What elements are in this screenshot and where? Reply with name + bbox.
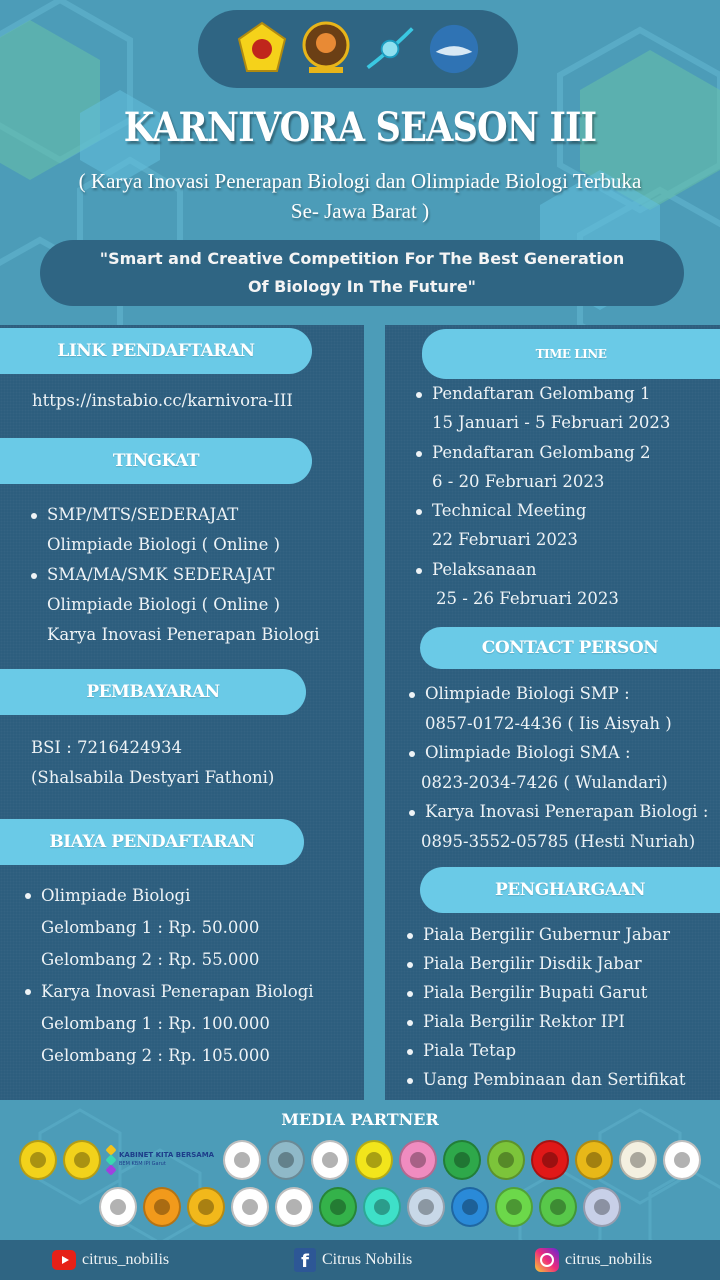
facebook-link[interactable] <box>294 1248 412 1272</box>
level-name: SMA/MA/SMK SEDERAJAT <box>47 565 275 584</box>
media-partner-logos-row-1 <box>0 1140 720 1180</box>
timeline-item <box>412 379 670 438</box>
kabinet-kita-bersama-logo <box>107 1140 217 1180</box>
timeline-item <box>412 555 670 614</box>
tingkat-list <box>27 500 320 650</box>
event-subtitle <box>30 166 690 226</box>
timeline-heading: TIME LINE <box>422 329 720 379</box>
emblem-icon <box>630 1152 646 1168</box>
instagram-link[interactable] <box>535 1248 652 1272</box>
emblem-icon <box>322 1152 338 1168</box>
emblem-icon <box>278 1152 294 1168</box>
fee-wave-1: Gelombang 1 : Rp. 50.000 <box>41 918 260 937</box>
fee-wave-1: Gelombang 1 : Rp. 100.000 <box>41 1014 270 1033</box>
fee-item <box>21 880 314 976</box>
emblem-icon <box>234 1152 250 1168</box>
left-info-panel <box>0 325 364 1100</box>
youtube-handle: citrus_nobilis <box>82 1251 170 1268</box>
fee-wave-2: Gelombang 2 : Rp. 105.000 <box>41 1046 270 1065</box>
contact-person-heading: CONTACT PERSON <box>420 627 720 669</box>
registration-link[interactable]: https://instabio.cc/karnivora-III <box>32 391 293 410</box>
bank-account: BSI : 7216424934 <box>31 738 182 757</box>
subtitle-line-1: ( Karya Inovasi Penerapan Biologi dan Olimpiade Biologi Terbuka <box>78 169 642 193</box>
media-partner-logo <box>99 1187 137 1227</box>
instagram-handle: citrus_nobilis <box>565 1251 653 1268</box>
media-partner-logo <box>267 1140 305 1180</box>
media-partner-logo <box>363 1187 401 1227</box>
emblem-icon <box>154 1199 170 1215</box>
emblem-icon <box>594 1199 610 1215</box>
account-holder: (Shalsabila Destyari Fathoni) <box>31 768 275 787</box>
media-partner-logos-row-2 <box>0 1187 720 1227</box>
contact-label: Olimpiade Biologi SMA : <box>425 743 631 762</box>
fee-wave-2: Gelombang 2 : Rp. 55.000 <box>41 950 260 969</box>
emblem-icon <box>286 1199 302 1215</box>
timeline-item <box>412 496 670 555</box>
timeline-date: 6 - 20 Februari 2023 <box>432 471 605 491</box>
media-partner-logo <box>63 1140 101 1180</box>
tagline-banner <box>40 240 684 306</box>
logo-bar <box>198 10 518 88</box>
media-partner-heading: MEDIA PARTNER <box>281 1110 439 1129</box>
youtube-icon <box>52 1250 76 1270</box>
pembayaran-heading: PEMBAYARAN <box>0 669 306 715</box>
emblem-icon <box>242 1199 258 1215</box>
facebook-icon: f <box>294 1248 316 1272</box>
emblem-icon <box>374 1199 390 1215</box>
level-name: SMP/MTS/SEDERAJAT <box>47 505 239 524</box>
kabinet-mark-icon <box>107 1146 115 1174</box>
kabinet-label: KABINET KITA BERSAMA BEM KBM IPI Garut <box>119 1151 215 1167</box>
timeline-event: Pelaksanaan <box>432 559 537 579</box>
media-partner-logo <box>187 1187 225 1227</box>
award-item: Piala Bergilir Gubernur Jabar <box>403 920 686 949</box>
emblem-icon <box>542 1152 558 1168</box>
instagram-icon <box>535 1248 559 1272</box>
timeline-event: Technical Meeting <box>432 501 587 521</box>
media-partner-logo <box>231 1187 269 1227</box>
media-partner-logo <box>583 1187 621 1227</box>
media-partner-logo <box>355 1140 393 1180</box>
event-title: KARNIVORA SEASON III <box>123 104 597 151</box>
link-pendaftaran-heading: LINK PENDAFTARAN <box>0 328 312 374</box>
media-partner-logo <box>487 1140 525 1180</box>
social-footer <box>0 1240 720 1280</box>
emblem-icon <box>330 1199 346 1215</box>
fee-item <box>21 976 314 1072</box>
biaya-pendaftaran-heading: BIAYA PENDAFTARAN <box>0 819 304 865</box>
media-partner-logo <box>319 1187 357 1227</box>
emblem-icon <box>410 1152 426 1168</box>
media-partner-logo <box>539 1187 577 1227</box>
fee-competition: Karya Inovasi Penerapan Biologi <box>41 982 314 1001</box>
timeline-date: 15 Januari - 5 Februari 2023 <box>432 413 671 433</box>
awards-list <box>403 920 686 1094</box>
media-partner-logo <box>275 1187 313 1227</box>
ipi-garut-logo <box>236 19 288 79</box>
contact-phone[interactable]: 0823-2034-7426 ( Wulandari) <box>421 772 668 792</box>
tagline-line-1: "Smart and Creative Competition For The Best Generation <box>99 249 625 268</box>
hima-biologi-logo <box>300 19 352 79</box>
contact-item <box>405 797 708 856</box>
emblem-icon <box>30 1152 46 1168</box>
timeline-list <box>412 379 670 613</box>
contact-phone[interactable]: 0857-0172-4436 ( Iis Aisyah ) <box>425 713 672 733</box>
media-partner-logo <box>143 1187 181 1227</box>
timeline-date: 25 - 26 Februari 2023 <box>436 589 619 609</box>
emblem-icon <box>462 1199 478 1215</box>
contact-label: Olimpiade Biologi SMP : <box>425 684 630 703</box>
award-item: Piala Bergilir Disdik Jabar <box>403 949 686 978</box>
fee-competition: Olimpiade Biologi <box>41 886 191 905</box>
emblem-icon <box>366 1152 382 1168</box>
level-competition: Karya Inovasi Penerapan Biologi <box>47 625 320 644</box>
spiral-logo <box>364 19 416 79</box>
media-partner-logo <box>223 1140 261 1180</box>
emblem-icon <box>586 1152 602 1168</box>
contact-list <box>405 679 708 856</box>
award-item: Piala Bergilir Bupati Garut <box>403 978 686 1007</box>
fee-list <box>21 880 314 1072</box>
right-info-panel <box>385 325 720 1100</box>
contact-phone[interactable]: 0895-3552-05785 (Hesti Nuriah) <box>421 831 696 851</box>
youtube-link[interactable] <box>52 1250 169 1270</box>
media-partner-logo <box>311 1140 349 1180</box>
award-item: Piala Bergilir Rektor IPI <box>403 1007 686 1036</box>
tingkat-heading: TINGKAT <box>0 438 312 484</box>
tagline-line-2: Of Biology In The Future" <box>247 277 476 296</box>
level-competition: Olimpiade Biologi ( Online ) <box>47 535 281 554</box>
emblem-icon <box>498 1152 514 1168</box>
timeline-date: 22 Februari 2023 <box>432 530 578 550</box>
contact-item <box>405 679 708 738</box>
emblem-icon <box>198 1199 214 1215</box>
media-partner-logo <box>399 1140 437 1180</box>
subtitle-line-2: Se- Jawa Barat ) <box>290 199 430 223</box>
emblem-icon <box>418 1199 434 1215</box>
emblem-icon <box>674 1152 690 1168</box>
emblem-icon <box>454 1152 470 1168</box>
media-partner-logo <box>531 1140 569 1180</box>
emblem-icon <box>550 1199 566 1215</box>
timeline-event: Pendaftaran Gelombang 2 <box>432 442 651 462</box>
media-partner-logo <box>619 1140 657 1180</box>
media-partner-logo <box>451 1187 489 1227</box>
emblem-icon <box>506 1199 522 1215</box>
emblem-icon <box>110 1199 126 1215</box>
level-competition: Olimpiade Biologi ( Online ) <box>47 595 281 614</box>
emblem-icon <box>74 1152 90 1168</box>
facebook-handle: Citrus Nobilis <box>322 1251 413 1268</box>
tingkat-item <box>27 560 320 650</box>
contact-item <box>405 738 708 797</box>
award-item: Uang Pembinaan dan Sertifikat <box>403 1065 686 1094</box>
payment-info <box>31 733 274 793</box>
penghargaan-heading: PENGHARGAAN <box>420 867 720 913</box>
contact-label: Karya Inovasi Penerapan Biologi : <box>425 802 709 821</box>
award-item: Piala Tetap <box>403 1036 686 1065</box>
tingkat-item <box>27 500 320 560</box>
media-partner-logo <box>407 1187 445 1227</box>
timeline-item <box>412 438 670 497</box>
karnivora-shark-logo <box>428 19 480 79</box>
media-partner-logo <box>495 1187 533 1227</box>
media-partner-logo <box>575 1140 613 1180</box>
media-partner-logo <box>663 1140 701 1180</box>
media-partner-logo <box>19 1140 57 1180</box>
timeline-event: Pendaftaran Gelombang 1 <box>432 384 651 403</box>
media-partner-logo <box>443 1140 481 1180</box>
